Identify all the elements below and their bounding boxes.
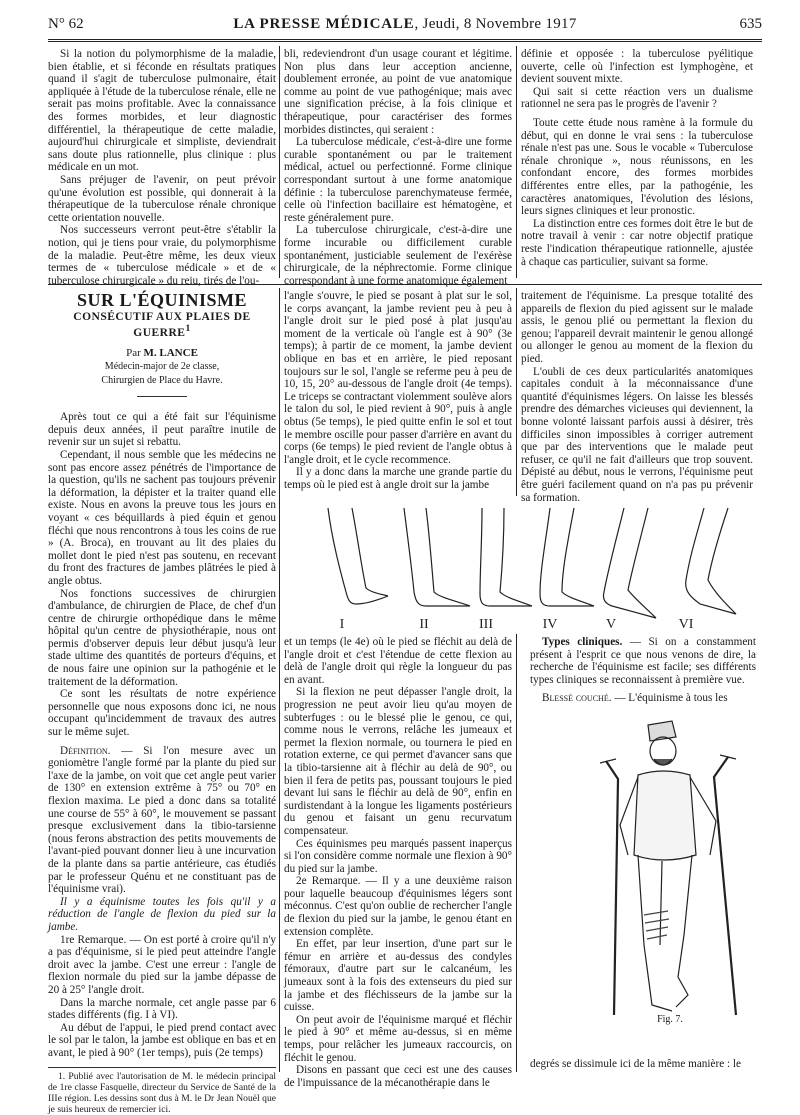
header-rule [48, 39, 762, 40]
column-rule [516, 288, 517, 496]
blesse-label: Blessé couché. [542, 692, 612, 705]
leg-figure-3 [480, 508, 532, 606]
paragraph: Dans la marche normale, cet angle passe par 6 stades différents (fig. I à VI). [48, 996, 276, 1022]
journal-name: LA PRESSE MÉDICALE [233, 16, 415, 32]
paragraph: l'angle s'ouvre, le pied se posant à plat sur le sol, le corps avançant, la jambe revient peu à peu à l'angle droit sur le pied posé à plat jusqu'au moment de la verticale où l'angle est à 90° (3e temps); à partir de ce moment, la jambe devient oblique en bas et en arrière, le pied reposant toujours sur le sol, l'angle se referme peu à peu de 10, 15, 20° au-dessous de l'angle droit (4e temps). Le triceps se contractant violemment soulève alors le talon du sol, le pied revient à 90°, puis à angle obtus (5e temps), le pied quitte enfin le sol et tout le membre oscille pour passer d'arrière en avant du corps (6e temps) le pied revient de l'angle obtus à l'angle droit, et le cycle recommence. [284, 290, 512, 466]
leg-figure-5 [603, 508, 656, 618]
article-last-line [530, 1058, 756, 1072]
paragraph: Disons en passant que ceci est une des causes de l'impuissance de la mécanothérapie dans le [284, 1064, 512, 1089]
paragraph: degrés se dissimule ici de la même manière : le [530, 1058, 741, 1070]
paragraph: En effet, par leur insertion, d'une part sur le fémur en arrière et au-dessus des condyles fémoraux, d'autre part sur le calcanéum, les jumeaux sont à la fois des extenseurs du pied sur la jambe et des fléchisseurs de la jambe sur la cuisse. [284, 938, 512, 1014]
masthead [48, 16, 762, 33]
fig-label-3: III [479, 617, 493, 632]
column-rule [279, 288, 280, 1072]
paragraph: L'oubli de ces deux particularités anatomiques capitales conduit à la méconnaissance d'une quantité d'équinismes légers. On laisse les blessés prendre des démarches vicieuses qui deviennent, la bonne volonté laissant parfois aussi à désirer, très difficiles sinon impossibles à corriger autrement que par des interventions que le malade peut refuser, ce qu'il ne fait d'ailleurs que trop souvent. Dépisté au début, nous le verrons, l'équinisme peut être guéri facilement quand on n'a pas pu prévenir sa formation. [521, 365, 753, 504]
top-column-3 [521, 48, 753, 280]
paragraph: Qui sait si cette réaction vers un dualisme rationnel ne sera pas le progrès de l'avenir ? [521, 85, 753, 111]
top-column-2 [284, 48, 512, 287]
paragraph: Il y a donc dans la marche une grande partie du temps où le pied est à angle droit sur la jambe [284, 466, 512, 491]
section-rule [48, 284, 762, 285]
title-separator [137, 396, 187, 397]
paragraph: La distinction entre ces formes doit être le but de notre travail à venir : car notre objectif pratique reste l'indication thérapeutique rationnelle, ajustée à chaque cas particulier, suivant sa forme. [521, 217, 753, 268]
leg-figure-6 [686, 508, 736, 614]
author-line: Par M. LANCE [126, 346, 198, 359]
soldier-crutches-figure [568, 715, 768, 1025]
article-column-1 [48, 290, 276, 1115]
paragraph: Ce sont les résultats de notre expérience personnelle que nous exposons donc ici, ne nous occupant qu'incidemment de travaux des autres sur le même sujet. [48, 688, 276, 739]
author-position: Chirurgien de Place du Havre. [101, 374, 223, 386]
paragraph: Si la flexion ne peut dépasser l'angle droit, la progression ne peut avoir lieu qu'au moyen de subterfuges : ou le blessé plie le genou, ce qui, comme nous le verrons, relâche les jumeaux et permet la flexion normale, ou tournera le pied en rotation externe, ce qui permet d'avancer sans que la tibio-tarsienne ait à fléchir au delà de 90°, ou bien il fera de petits pas, poussant toujours le pied devant lui sans le fléchir au delà de 90°, enfin en surdistendant à la longue les ligaments postérieurs du genou et faisant un genu recurvatum compensateur. [284, 686, 512, 837]
leg-figure-4 [540, 508, 594, 606]
remark-1: 1re Remarque. — On est porté à croire qu'il n'y a pas d'équinisme, si le pied peut atteindre l'angle droit avec la jambe. C'est une erreur : l'angle de flexion normale du pied sur la jambe dépasse de 20 à 25° l'angle droit. [48, 933, 276, 996]
paragraph: Si la notion du polymorphisme de la maladie, bien établie, et si féconde en résultats pratiques quand il s'agit de tuberculose pulmonaire, était appliquée à l'étude de la tuberculose rénale, elle ne serait pas moins profitable. Avec la connaissance des formes morbides, et leur diagnostic différentiel, la thérapeutique de cette maladie, aujourd'hui chirurgicale et simpliste, deviendrait sans doute plus rationnelle, plus clinique : plus médicale en un mot. [48, 48, 276, 174]
paragraph: Nos fonctions successives de chirurgien d'ambulance, de chirurgien de Place, de chef d'un centre de chirurgie orthopédique dans le même hôpital qu'un centre de physiothérapie, nous ont permis d'observer depuis leur début jusqu'à leur stade ultime des quantités de porteurs d'équins, et de nous faire une opinion sur la pathogénie et le traitement de la déformation. [48, 587, 276, 688]
article-column-3-bottom [530, 636, 756, 716]
paragraph: et un temps (le 4e) où le pied se fléchit au delà de l'angle droit et c'est l'étendue de cette flexion au delà de l'angle droit qui règle la longueur du pas en avant. [284, 636, 512, 686]
blesse-paragraph: Blessé couché. — L'équinisme à tous les [542, 692, 728, 705]
article-subtitle: CONSÉCUTIF AUX PLAIES DE GUERRE$^1$ [73, 310, 251, 340]
column-rule [279, 46, 280, 278]
paragraph: Ces équinismes peu marqués passent inaperçus si l'on considère comme normale une flexion à 90° du pied sur la jambe. [284, 837, 512, 875]
article-title: SUR L'ÉQUINISME [76, 290, 248, 310]
definition-paragraph: Définition. — Si l'on mesure avec un goniomètre l'angle formé par la plante du pied sur l'axe de la jambe, on voit que cet angle peut varier de 130° en extension extrême à 75° ou 70° en flexion maxima. Le pied a donc dans sa totalité une course de 55° à 60°, le mouvement se passant presque exclusivement dans la tibio-tarsienne (nous ferons abstraction des petits mouvements de l'avant-pied pouvant donner lieu à une incurvation de la plante dans sa partie antérieure, cas étudiés par le professeur Quénu et ne constituant pas de l'équinisme vrai). [48, 744, 276, 896]
top-column-1 [48, 48, 276, 287]
paragraph: La tuberculose chirurgicale, c'est-à-dire une forme incurable ou difficilement curable spontanément, justiciable seulement de l'exérèse chirurgicale, de la néphrectomie. Forme clinique correspondant à une forme anatomique également [284, 224, 512, 287]
fig-label-5: V [605, 617, 617, 632]
footnote: 1. Publié avec l'autorisation de M. le médecin principal de 1re classe Fasquelle, directeur du Service de Santé de la IIIe région. Les dessins sont dus à M. le Dr Jean Nouël que je suis heureux de remercier ici. [48, 1067, 276, 1115]
issue-number: N° 62 [48, 16, 84, 32]
author-role: Médecin-major de 2e classe, [104, 361, 220, 373]
remark-2: 2e Remarque. — Il y a une deuxième raison pour laquelle beaucoup d'équinismes légers sont méconnus. C'est qu'on oublie de rechercher l'angle de flexion du pied sur la jambe, le genou étant en extension complète. [284, 875, 512, 938]
issue-date: , Jeudi, 8 Novembre 1917 [414, 16, 577, 32]
paragraph: On peut avoir de l'équinisme marqué et fléchir le pied à 90° et même au-dessus, si en même temps, pour relâcher les jumeaux raccourcis, on fléchit le genou. [284, 1013, 512, 1064]
author-name: M. LANCE [143, 346, 198, 359]
paragraph: Toute cette étude nous ramène à la formule du début, qui en donne le vrai sens : la tuberculose rénale n'est pas une. Sous le vocable « Tuberculose rénale chronique », nous réunissons, en les confondant encore, des formes morbides différentes entre elles, par la pathogénie, les caractères anatomiques, l'évolution des lésions, leurs signes cliniques et leur pronostic. [521, 116, 753, 218]
definition-label: Définition. [60, 744, 111, 757]
article-column-2-top [284, 290, 512, 496]
paragraph: Cependant, il nous semble que les médecins ne sont pas encore assez pénétrés de l'importance de la question, qu'ils ne sachent pas toujours prévenir la déformation, la dépister et la traiter quand elle existe. Nous en avons la preuve tous les jours en voyant « ces béquillards à pied équin et genou fléchi que nous rencontrons à tous les coins de rue » (A. Broca), en trouvant au lit des plaies du mollet dont le pied n'est pas soutenu, en recevant du front des fractures de jambes plâtrées le pied à angle obtus. [48, 448, 276, 587]
fig-label-4: IV [542, 617, 558, 632]
footnote-mark: 1 [185, 323, 191, 335]
column-rule [516, 634, 517, 1072]
types-label: Types cliniques. [542, 636, 623, 648]
article-column-3-top [521, 290, 753, 504]
paragraph: traitement de l'équinisme. La presque totalité des appareils de flexion du pied agissent sur le malade assis, le genou plié ou permettant la flexion du genou; l'appareil devrait maintenir le genou allongé ou allonger le genou au moment de la flexion du pied. [521, 290, 753, 365]
paragraph: Au début de l'appui, le pied prend contact avec le sol par le talon, la jambe est oblique en bas et en avant, le pied à 90° (1er temps), puis (2e temps) [48, 1021, 276, 1059]
paragraph: La tuberculose médicale, c'est-à-dire une forme curable spontanément ou par le traitement médical, actuel ou perfectionné. Forme clinique correspondant surtout à une forme anatomique définie : la tuberculose parenchymateuse fermée, celle où l'infection bacillaire est hématogène, et reste généralement pure. [284, 136, 512, 224]
paragraph: Sans préjuger de l'avenir, on peut prévoir qu'une évolution est possible, qui donnerait à la thérapeutique de la tuberculose rénale chronique cette orientation nouvelle. [48, 173, 276, 224]
types-paragraph: Types cliniques. — Si on a constamment présent à l'esprit ce que nous venons de dire, la recherche de l'équinisme est facile; ses différents types cliniques se reconnaissent à première vue. [530, 636, 756, 686]
walking-phases-figure [300, 500, 780, 630]
paragraph: définie et opposée : la tuberculose pyélitique ouverte, celle où l'infection est lymphogène, et devient souvent mixte. [521, 48, 753, 86]
page-header [48, 16, 762, 38]
article-column-2-bottom [284, 636, 512, 1089]
paragraph: bli, redeviendront d'un usage courant et légitime. Non plus dans leur acception ancienne, doublement erronée, au point de vue anatomique comme au point de vue pathogénique; mais avec une signification précise, à la fois clinique et thérapeutique, pour caractériser des formes morbides distinctes, qui seraient : [284, 48, 512, 136]
header-rule-2 [48, 41, 762, 42]
fig-label-2: II [419, 617, 429, 632]
fig-label-6: VI [678, 617, 694, 632]
leg-figure-2 [404, 508, 470, 606]
figure-caption: Fig. 7. [657, 1014, 683, 1025]
column-rule [516, 46, 517, 278]
paragraph: Après tout ce qui a été fait sur l'équinisme depuis deux années, il peut paraître inutile de revenir sur un sujet si rebattu. [48, 411, 276, 449]
italic-definition: Il y a équinisme toutes les fois qu'il y a réduction de l'angle de flexion du pied sur la jambe. [48, 895, 276, 933]
leg-figure-1 [328, 508, 388, 604]
paragraph: Nos successeurs verront peut-être s'établir la notion, qui je tiens pour vraie, du polymorphisme de la maladie. Peut-être même, les deux vieux termes de « tuberculose médicale » et de « tuberculose chirurgicale » du reiu, tirés de l'ou- [48, 224, 276, 287]
page-number: 635 [739, 16, 762, 32]
fig-label-1: I [339, 617, 345, 632]
